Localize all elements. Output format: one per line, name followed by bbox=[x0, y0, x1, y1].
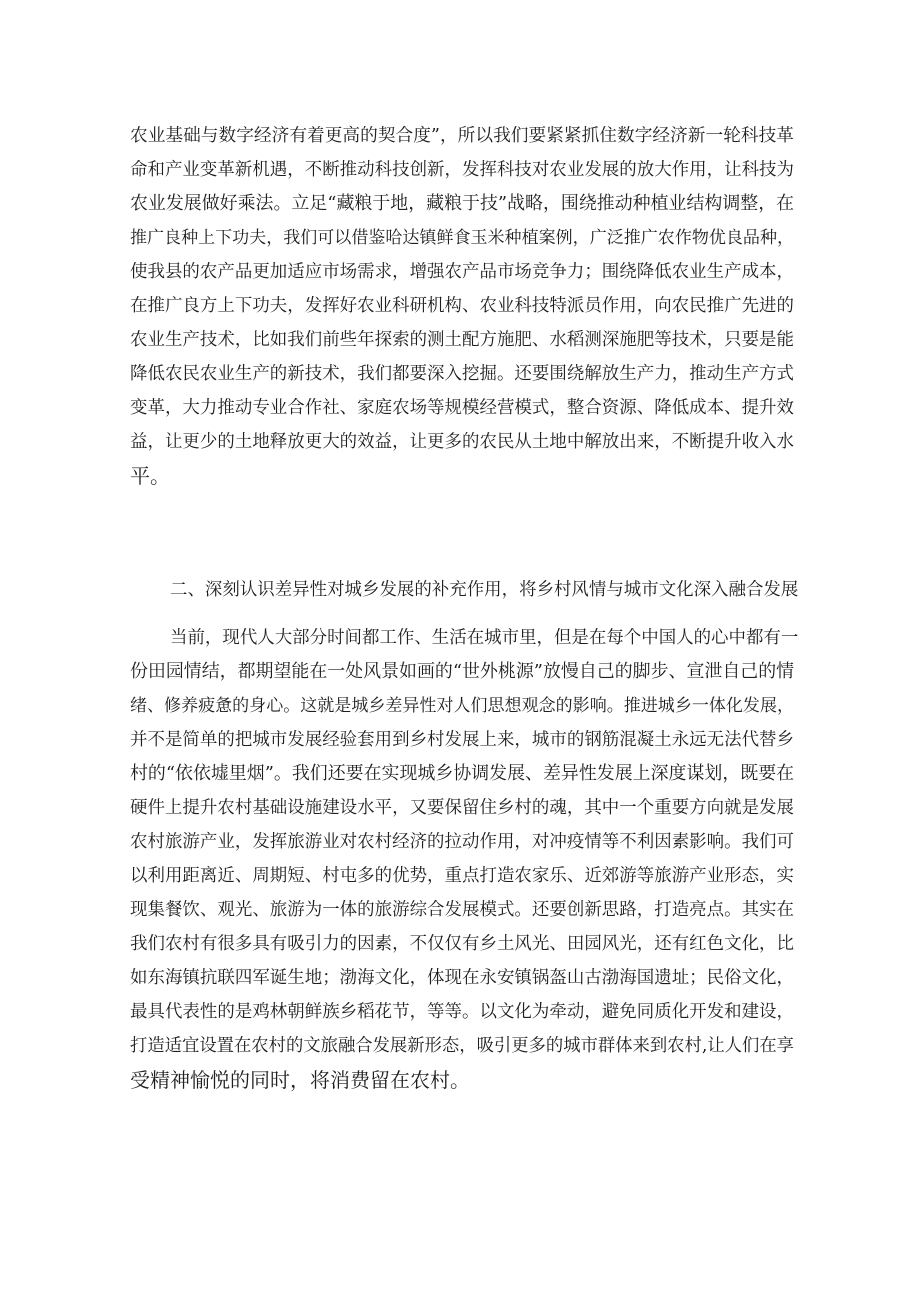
paragraph-line: 农业生产技术，比如我们前些年探索的测土配方施肥、水稻测深施肥等技术，只要是能 bbox=[130, 330, 794, 350]
paragraph-line: 受精神愉悦的同时，将消费留在农村。 bbox=[130, 1068, 470, 1092]
paragraph-line: 平。 bbox=[130, 464, 170, 488]
paragraph-line: 变革，大力推动专业合作社、家庭农场等规模经营模式，整合资源、降低成本、提升效 bbox=[130, 398, 794, 418]
paragraph-line: 最具代表性的是鸡林朝鲜族乡稻花节，等等。以文化为牵动，避免同质化开发和建设， bbox=[130, 1002, 794, 1022]
paragraph-line: 命和产业变革新机遇，不断推动科技创新，发挥科技对农业发展的放大作用，让科技为 bbox=[130, 160, 794, 180]
paragraph-1 bbox=[130, 119, 794, 493]
paragraph-line: 硬件上提升农村基础设施建设水平，又要保留住乡村的魂，其中一个重要方向就是发展 bbox=[130, 798, 794, 818]
paragraph-line: 我们农村有很多具有吸引力的因素，不仅仅有乡土风光、田园风光，还有红色文化，比 bbox=[130, 934, 794, 954]
paragraph-line: 村的“依依墟里烟”。我们还要在实现城乡协调发展、差异性发展上深度谋划，既要在 bbox=[130, 763, 795, 784]
paragraph-line: 农业发展做好乘法。立足“藏粮于地，藏粮于技”战略，围绕推动种植业结构调整，在 bbox=[130, 193, 795, 214]
paragraph-line: 如东海镇抗联四军诞生地；渤海文化，体现在永安镇锅盔山古渤海国遗址；民俗文化， bbox=[130, 968, 794, 988]
paragraph-2 bbox=[130, 621, 799, 1097]
section-heading-text: 二、深刻认识差异性对城乡发展的补充作用，将乡村风情与城市文化深入融合发展 bbox=[170, 580, 799, 600]
paragraph-line: 在推广良方上下功夫，发挥好农业科研机构、农业科技特派员作用，向农民推广先进的 bbox=[130, 296, 794, 316]
paragraph-line: 降低农民农业生产的新技术，我们都要深入挖掘。还要围绕解放生产力，推动生产方式 bbox=[130, 364, 794, 384]
paragraph-line: 以利用距离近、周期短、村屯多的优势，重点打造农家乐、近郊游等旅游产业形态，实 bbox=[130, 866, 794, 886]
paragraph-line: 农业基础与数字经济有着更高的契合度”，所以我们要紧紧抓住数字经济新一轮科技革 bbox=[130, 126, 794, 146]
section-heading bbox=[130, 573, 799, 607]
paragraph-line: 份田园情结，都期望能在一处风景如画的“世外桃源”放慢自己的脚步、宣泄自己的情 bbox=[130, 661, 795, 682]
paragraph-line: 绪、修养疲惫的身心。这就是城乡差异性对人们思想观念的影响。推进城乡一体化发展， bbox=[130, 696, 794, 716]
paragraph-line: 推广良种上下功夫，我们可以借鉴哈达镇鲜食玉米种植案例，广泛推广农作物优良品种， bbox=[130, 228, 794, 248]
paragraph-line: 打造适宜设置在农村的文旅融合发展新形态，吸引更多的城市群体来到农村,让人们在享 bbox=[130, 1036, 794, 1056]
paragraph-line: 使我县的农产品更加适应市场需求，增强农产品市场竞争力；围绕降低农业生产成本， bbox=[130, 262, 794, 282]
paragraph-line: 并不是简单的把城市发展经验套用到乡村发展上来，城市的钢筋混凝土永远无法代替乡 bbox=[130, 730, 794, 750]
paragraph-line: 当前，现代人大部分时间都工作、生活在城市里，但是在每个中国人的心中都有一 bbox=[170, 628, 799, 648]
paragraph-line: 益，让更少的土地释放更大的效益，让更多的农民从土地中解放出来，不断提升收入水 bbox=[130, 432, 794, 452]
paragraph-line: 现集餐饮、观光、旅游为一体的旅游综合发展模式。还要创新思路，打造亮点。其实在 bbox=[130, 900, 794, 920]
paragraph-line: 农村旅游产业，发挥旅游业对农村经济的拉动作用，对冲疫情等不利因素影响。我们可 bbox=[130, 832, 794, 852]
